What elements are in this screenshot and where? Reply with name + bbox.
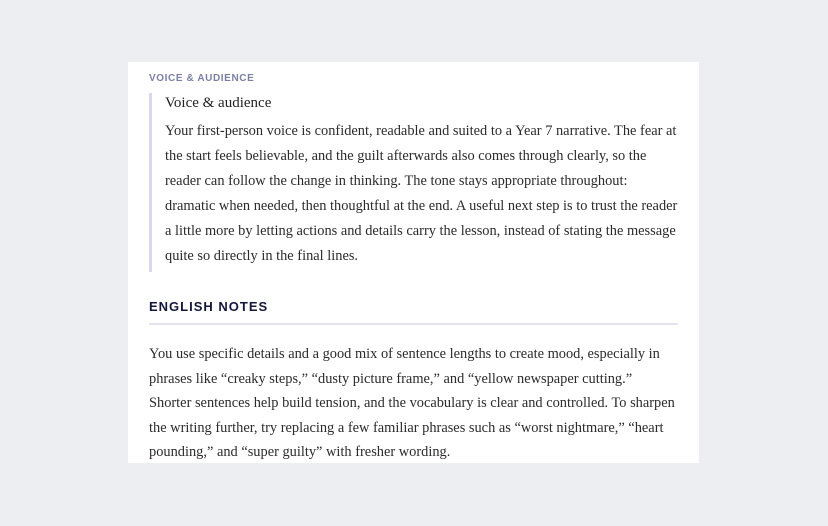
voice-audience-quote	[149, 93, 678, 272]
feedback-card	[128, 62, 699, 463]
english-notes-heading: ENGLISH NOTES	[149, 299, 678, 325]
quote-title: Voice & audience	[165, 95, 272, 111]
quote-body: Your first-person voice is confident, readable and suited to a Year 7 narrative. The fear at the start feels believable, and the guilt afterwards also comes through clearly, so the reader can follow the change in thinking. The tone stays appropriate throughout: dramatic when needed, then thoughtful at the end. A useful next step is to trust the reader a little more by letting actions and details carry the lesson, instead of stating the message quite so directly in the final lines.	[165, 123, 678, 264]
section-eyebrow: VOICE & AUDIENCE	[149, 73, 255, 84]
english-notes-body: You use specific details and a good mix of sentence lengths to create mood, especially in phrases like “creaky steps,” “dusty picture frame,” and “yellow newspaper cutting.” Shorter sentences help build tension, and the vocabulary is clear and controlled. To sharpen the writing further, try replacing a few familiar phrases such as “worst nightmare,” “heart pounding,” and “super guilty” with fresher wording.	[149, 346, 675, 461]
